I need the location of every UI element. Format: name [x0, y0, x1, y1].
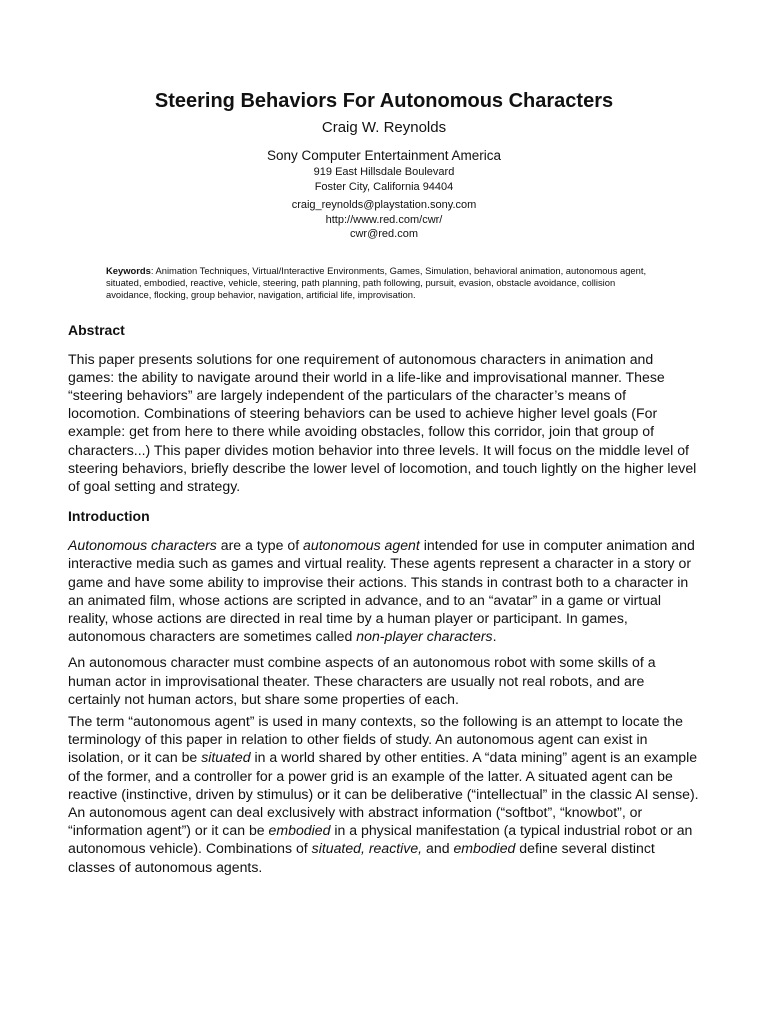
text-span: in a physical manifestation (a typical industrial robot or an autonomous vehicle). Combinations of [68, 822, 693, 857]
abstract-paragraph: This paper presents solutions for one requirement of autonomous characters in animation and games: the ability to navigate around their world in a life-like and improvisational manner. These “steering behaviors” are largely independent of the particulars of the character’s means of locomotion. Combinations of steering behaviors can be used to achieve higher level goals (For example: get from here to there while avoiding obstacles, follow this corridor, join that group of characters...) This paper divides motion behavior into three levels. It will focus on the middle level of steering behaviors, briefly describe the lower level of locomotion, and touch lightly on the higher level of goal setting and strategy. [68, 350, 697, 494]
contact-url: http://www.red.com/cwr/ [325, 213, 443, 226]
term-autonomous-agent: autonomous agent [303, 537, 420, 554]
text-span: define several distinct classes of autonomous agents. [68, 840, 655, 875]
paper-title: Steering Behaviors For Autonomous Characters [154, 90, 614, 112]
paper-page [68, 88, 700, 876]
term-situated: situated [201, 749, 251, 766]
affiliation: Sony Computer Entertainment America [266, 148, 502, 163]
author-name: Craig W. Reynolds [321, 119, 447, 136]
text-span: in a world shared by other entities. A “data mining” agent is an example of the former, and a controller for a power grid is an example of the latter. A situated agent can be reactive (instinctive, driven by stimulus) or it can be deliberative (“intellectual” in the classic AI sense). An autonomous agent can deal exclusively with abstract information (“softbot”, “knowbot”, or “information agent”) or it can be [68, 749, 699, 839]
text-span: The term “autonomous agent” is used in many contexts, so the following is an attempt to locate the terminology of this paper in relation to other fields of study. An autonomous agent can exist in isolation, or it can be [68, 712, 683, 766]
keywords-block [106, 265, 660, 301]
keywords-text: : Animation Techniques, Virtual/Interactive Environments, Games, Simulation, behavioral animation, autonomous agent, situated, embodied, reactive, vehicle, steering, path planning, path following, pursuit, evasion, obstacle avoidance, collision avoidance, flocking, group behavior, navigation, artificial life, improvisation. [106, 264, 647, 300]
abstract-heading: Abstract [68, 321, 125, 338]
term-embodied: embodied [268, 822, 331, 839]
intro-paragraph-2: An autonomous character must combine aspects of an autonomous robot with some skills of a human actor in improvisational theater. These characters are usually not real robots, and are certainly not human actors, but share some properties of each. [68, 654, 656, 707]
term-embodied: embodied [453, 840, 516, 857]
term-situated-reactive: situated, reactive, [311, 840, 423, 857]
text-span: are a type of [216, 537, 304, 554]
term-non-player-characters: non-player characters [356, 628, 493, 645]
text-span: and [422, 840, 454, 857]
contact-email-2: cwr@red.com [349, 228, 418, 240]
contact-email-1: craig_reynolds@playstation.sony.com [291, 199, 477, 211]
text-span: . [492, 628, 497, 645]
term-autonomous-characters: Autonomous characters [68, 537, 217, 554]
address-line-2: Foster City, California 94404 [314, 180, 454, 193]
text-span: intended for use in computer animation and interactive media such as games and virtual reality. These agents represent a character in a story or game and have some ability to improvise their actions. This stands in contrast both to a character in an animated film, whose actions are scripted in advance, and to an “avatar” in a game or virtual reality, whose actions are directed in real time by a human player or participant. In games, autonomous characters are sometimes called [68, 537, 695, 645]
intro-paragraph-3 [68, 712, 700, 876]
introduction-heading: Introduction [68, 508, 150, 525]
address-line-1: 919 East Hillsdale Boulevard [313, 166, 455, 178]
keywords-label: Keywords [106, 264, 151, 276]
intro-paragraph-1 [68, 536, 700, 645]
